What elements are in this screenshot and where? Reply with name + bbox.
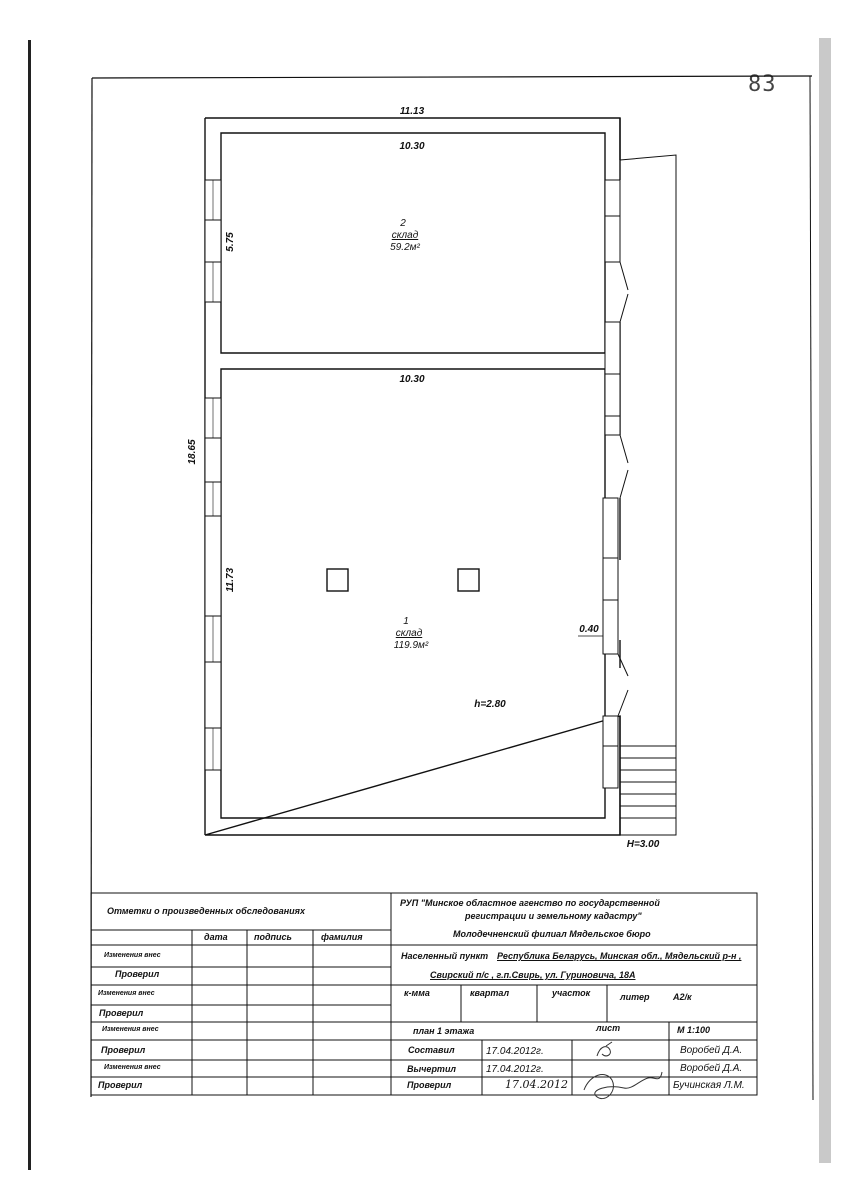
checked-name: Бучинская Л.М. [673, 1080, 745, 1091]
plan-label: план 1 этажа [413, 1026, 475, 1036]
columns [327, 569, 479, 591]
height-outer: H=3.00 [626, 839, 660, 850]
dim-wall-gap: 0.40 [579, 624, 599, 635]
changes-label-1: Изменения внес [104, 952, 161, 959]
dim-room2-side: 5.75 [225, 232, 236, 252]
org-line-2: регистрации и земельному кадастру" [465, 911, 642, 921]
checked-date: 17.04.2012 [505, 1078, 568, 1091]
scale-value: М 1:100 [677, 1025, 711, 1035]
org-line-1: РУП "Минское областное агенство по государственной [400, 898, 660, 908]
checked-label-2: Проверил [99, 1008, 144, 1018]
page-number: 83 [748, 72, 777, 97]
branch-name: Молодечненский филиал Мядельское бюро [453, 929, 651, 939]
col-liter: литер [620, 992, 650, 1002]
col-surname: фамилия [321, 932, 363, 942]
dim-room2-inner: 10.30 [399, 141, 425, 152]
sheet-frame [91, 76, 813, 1100]
address-value: Свирский п/с , г.п.Свирь, ул. Гуриновича, 18А [430, 970, 636, 980]
checked-label-right: Проверил [407, 1080, 452, 1090]
col-signature: подпись [254, 932, 292, 942]
settlement-value: Республика Беларусь, Минская обл., Мядельский р-н , [497, 951, 742, 961]
sheet-label: лист [596, 1023, 621, 1033]
room2-area: 59.2м² [390, 242, 420, 253]
room2-number: 2 [400, 218, 406, 229]
col-plot: участок [552, 988, 591, 998]
composed-name: Воробей Д.А. [680, 1045, 743, 1056]
changes-label-3: Изменения внес [102, 1026, 159, 1033]
drawn-label: Вычертил [407, 1064, 457, 1074]
settlement-label: Населенный пункт [401, 951, 489, 961]
inspections-title: Отметки о произведенных обследованиях [107, 906, 305, 916]
dim-room1-inner: 10.30 [399, 374, 425, 385]
building-walls [205, 118, 620, 835]
checked-label-3: Проверил [101, 1045, 146, 1055]
room1-number: 1 [403, 616, 409, 627]
room1-name: склад [395, 628, 423, 639]
col-quarter: квартал [470, 988, 510, 998]
changes-label-2: Изменения внес [98, 990, 155, 997]
col-kmma: к-мма [404, 988, 430, 998]
annex [620, 155, 676, 835]
dim-total-side: 18.65 [187, 439, 198, 465]
room1-area: 119.9м² [393, 640, 429, 651]
room2-name: склад [391, 230, 419, 241]
signature-composed [597, 1042, 612, 1056]
checked-label-1: Проверил [115, 969, 160, 979]
drawn-date: 17.04.2012г. [486, 1064, 544, 1075]
composed-date: 17.04.2012г. [486, 1046, 544, 1057]
drawn-name: Воробей Д.А. [680, 1063, 743, 1074]
col-date: дата [204, 932, 228, 942]
liter-value: А2/к [673, 992, 692, 1002]
composed-label: Составил [408, 1045, 455, 1055]
changes-label-4: Изменения внес [104, 1064, 161, 1071]
dim-room1-side: 11.73 [225, 567, 236, 593]
checked-label-4: Проверил [98, 1080, 143, 1090]
dim-outer-top: 11.13 [399, 106, 425, 117]
height-inner: h=2.80 [474, 699, 506, 710]
